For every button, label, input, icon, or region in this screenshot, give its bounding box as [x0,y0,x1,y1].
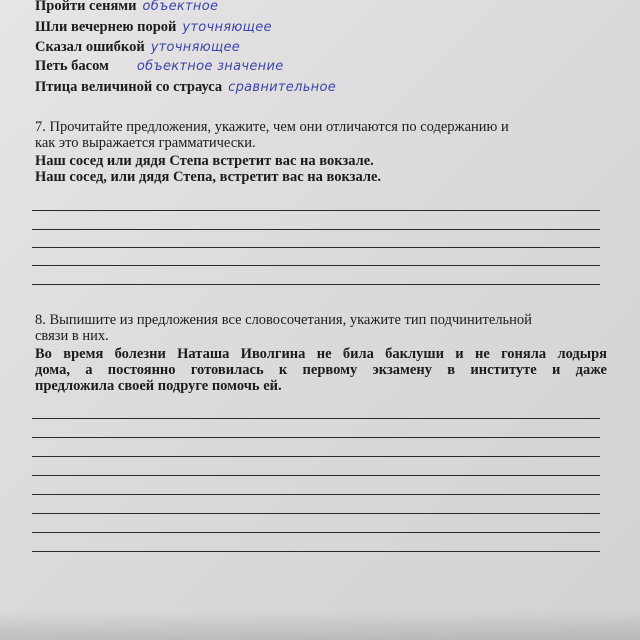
phrase-text: Петь басом [35,58,109,74]
task7-sentences [35,153,607,185]
phrase-row [35,0,218,15]
instruction-line: 7. Прочитайте предложения, укажите, чем они отличаются по содержанию и [35,119,509,135]
phrase-row [35,79,336,96]
phrase-row [35,19,272,36]
handwritten-note: уточняющее [182,20,272,35]
task7-sentence-2: Наш сосед, или дядя Степа, встретит вас на вокзале. [35,169,382,185]
answer-line [32,551,600,552]
answer-line [32,418,600,419]
task7-sentence-1: Наш сосед или дядя Степа встретит вас на вокзале. [35,153,374,169]
handwritten-note: объектное значение [136,59,284,74]
phrase-text: Шли вечернею порой [35,19,177,35]
phrase-text: Пройти сенями [35,0,137,14]
phrase-text: Сказал ошибкой [35,39,145,55]
page-shadow [0,610,640,640]
handwritten-note: уточняющее [150,40,241,55]
phrase-row [35,39,240,56]
sentence-line: дома, а постоянно готовилась к первому экзамену в институте и даже [35,362,607,378]
instruction-line: 8. Выпишите из предложения все словосочетания, укажите тип подчинительной [35,312,532,328]
task7-instruction [35,119,607,151]
sentence-line: Во время болезни Наташа Иволгина не била баклуши и не гоняла лодыря [35,346,607,362]
sentence-line: предложила своей подруге помочь ей. [35,378,282,394]
instruction-line: как это выражается грамматически. [35,135,256,151]
phrase-text: Птица величиной со страуса [35,79,223,95]
answer-line [32,532,600,533]
answer-line [32,210,600,211]
handwritten-note: сравнительное [228,80,337,95]
answer-line [32,494,600,495]
answer-line [32,247,600,248]
answer-line [32,456,600,457]
phrase-row [35,58,284,75]
answer-line [32,513,600,514]
answer-line [32,437,600,438]
handwritten-note: объектное [142,0,219,14]
answer-line [32,284,600,285]
answer-line [32,229,600,230]
task8-sentence [35,346,607,394]
task8-instruction [35,312,607,344]
answer-line [32,475,600,476]
instruction-line: связи в них. [35,328,109,344]
answer-line [32,265,600,266]
